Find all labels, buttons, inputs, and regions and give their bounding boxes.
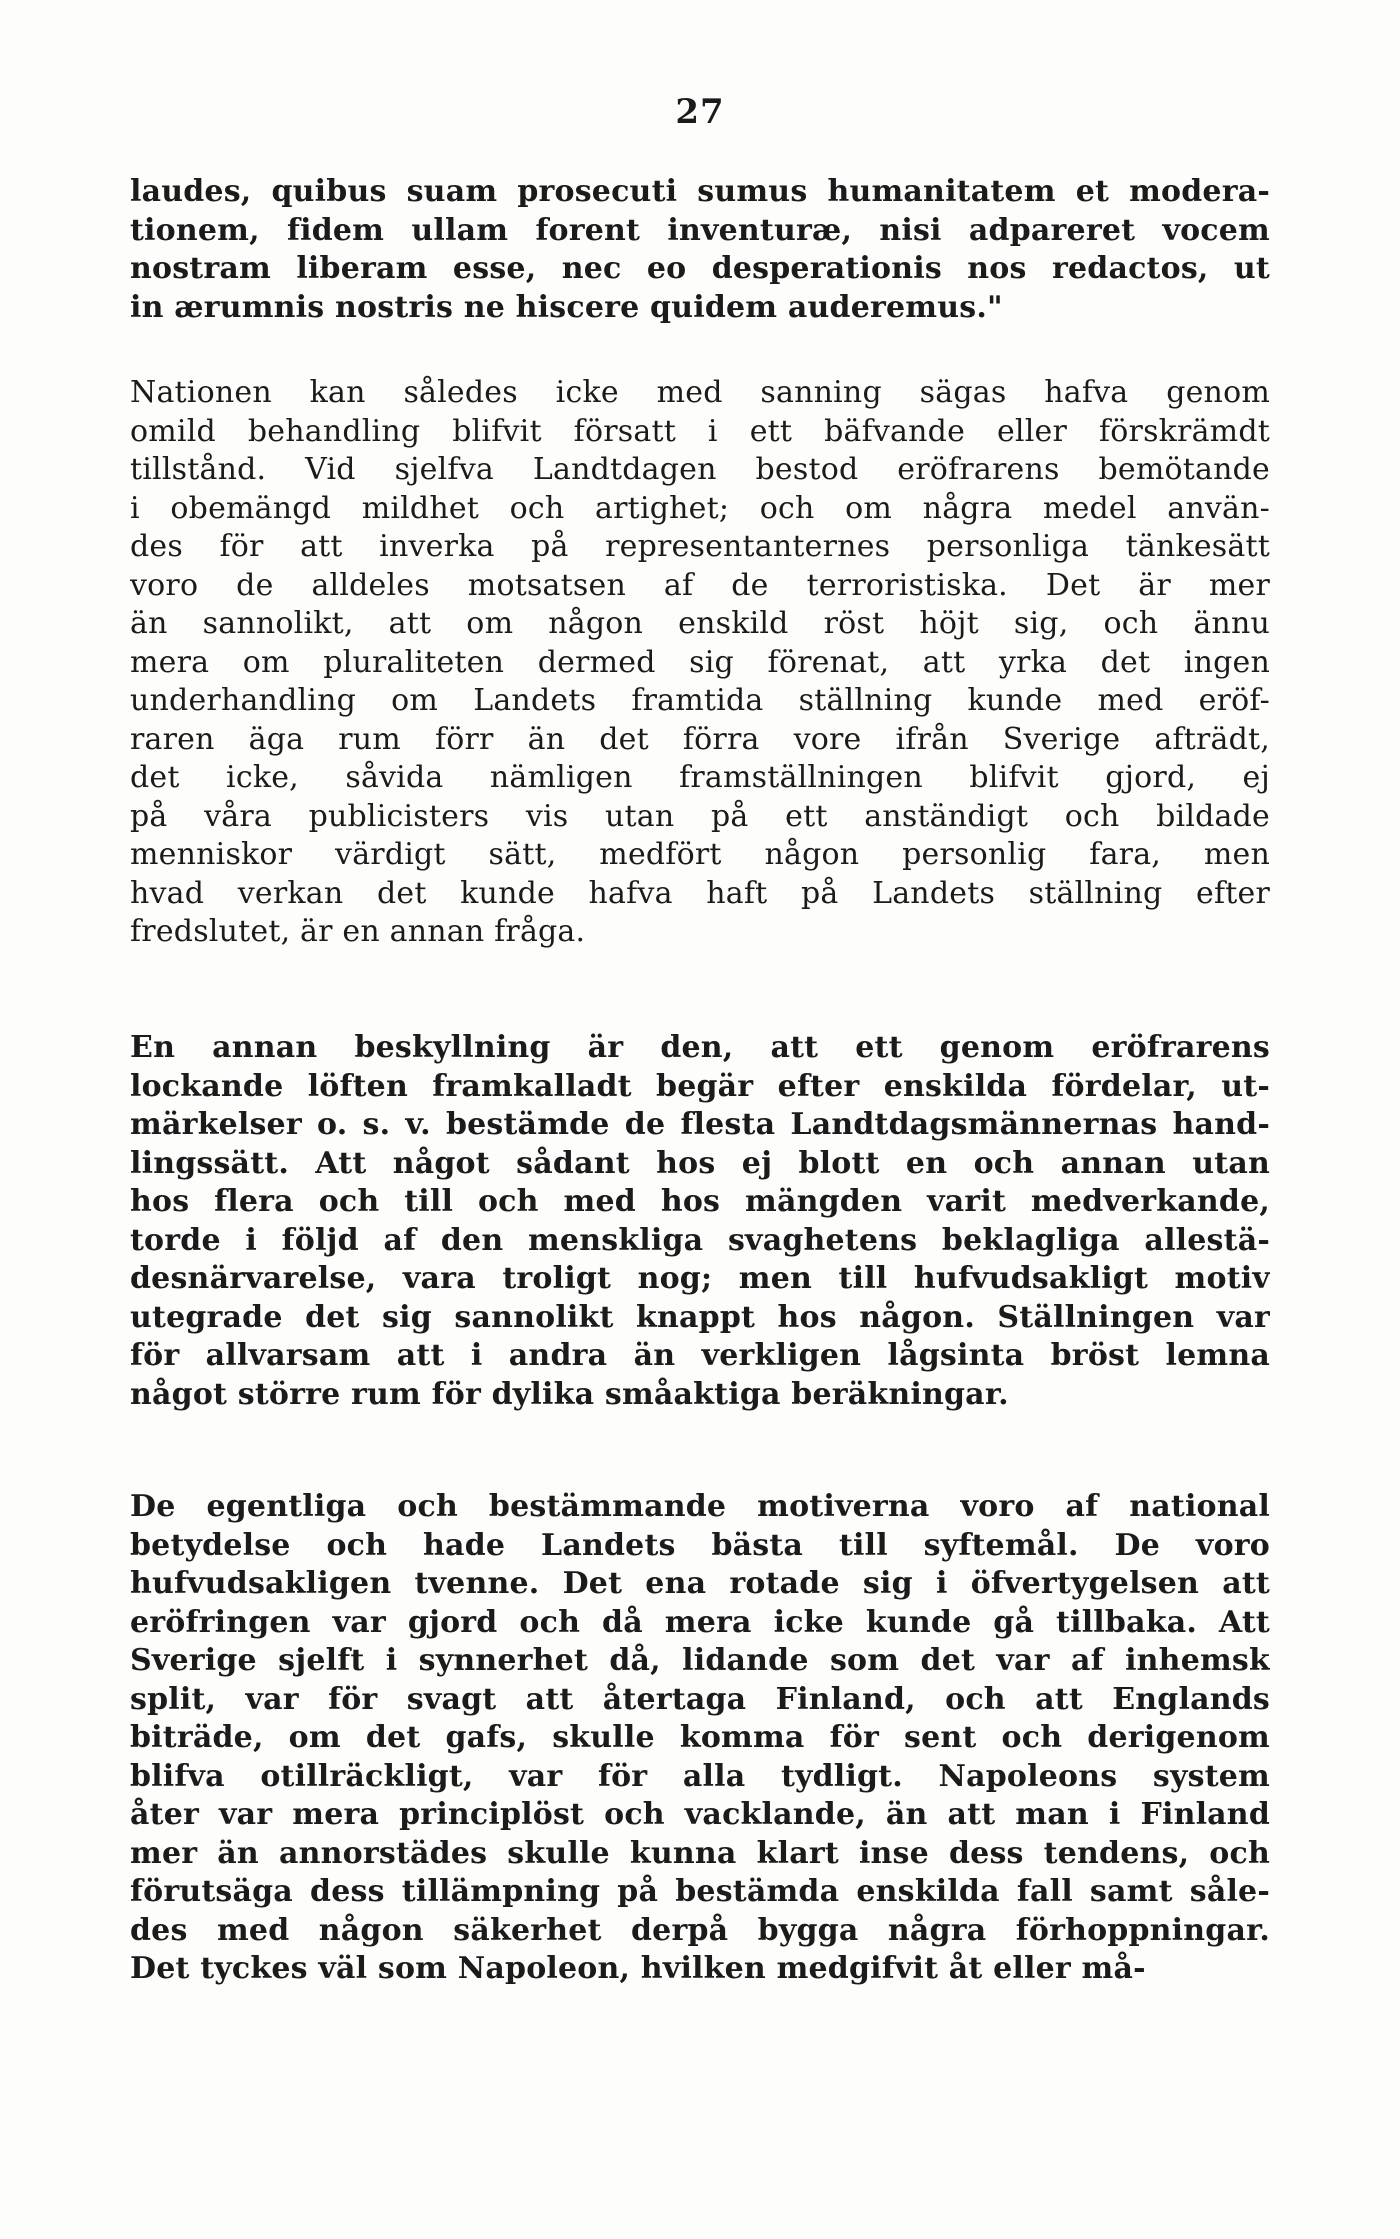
text-line: hvad verkan det kunde hafva haft på Landets ställning efter <box>130 875 1270 911</box>
text-line: torde i följd af den menskliga svaghetens beklagliga allestä- <box>130 1222 1270 1258</box>
text-line: laudes, quibus suam prosecuti sumus humanitatem et modera- <box>130 174 1270 209</box>
text-line: tillstånd. Vid sjelfva Landtdagen bestod eröfrarens bemötande <box>130 452 1270 487</box>
text-line: hufvudsakligen tvenne. Det ena rotade sig i öfvertygelsen att <box>130 1566 1270 1601</box>
text-line: menniskor värdigt sätt, medfört någon personlig fara, men <box>130 837 1270 872</box>
paragraph-beskyllning <box>130 1029 1270 1414</box>
text-line: märkelser o. s. v. bestämde de flesta Landtdagsmännernas hand- <box>130 1107 1270 1142</box>
text-line: på våra publicisters vis utan på ett anständigt och bildade <box>130 798 1270 834</box>
text-line: desnärvarelse, vara troligt nog; men till hufvudsakligt motiv <box>130 1261 1270 1296</box>
page-number: 27 <box>675 92 725 132</box>
text-line: än sannolikt, att om någon enskild röst höjt sig, och ännu <box>130 606 1270 641</box>
text-line: split, var för svagt att återtaga Finland, och att Englands <box>130 1681 1270 1717</box>
text-line: lingssätt. Att något sådant hos ej blott en och annan utan <box>130 1145 1270 1181</box>
text-line: tionem, fidem ullam forent inventuræ, nisi adpareret vocem <box>130 212 1270 248</box>
text-line: omild behandling blifvit försatt i ett bäfvande eller förskrämdt <box>130 413 1270 449</box>
text-line: De egentliga och bestämmande motiverna voro af national <box>130 1489 1270 1524</box>
text-line: blifva otillräckligt, var för alla tydligt. Napoleons system <box>130 1758 1270 1794</box>
text-line: för allvarsam att i andra än verkligen lågsinta bröst lemna <box>130 1338 1270 1373</box>
text-line: mer än annorstädes skulle kunna klart inse dess tendens, och <box>130 1835 1270 1871</box>
text-line: biträde, om det gafs, skulle komma för sent och derigenom <box>130 1720 1270 1755</box>
paragraph-motiverna <box>130 1488 1270 1989</box>
text-line: något större rum för dylika småaktiga beräkningar. <box>130 1376 1009 1412</box>
text-line: in ærumnis nostris ne hiscere quidem auderemus." <box>130 289 1003 325</box>
paragraph-nationen <box>130 374 1270 952</box>
text-line: i obemängd mildhet och artighet; och om några medel använ- <box>130 490 1270 526</box>
text-line: voro de alldeles motsatsen af de terroristiska. Det är mer <box>130 567 1270 603</box>
text-line: mera om pluraliteten dermed sig förenat, att yrka det ingen <box>130 644 1270 680</box>
text-line: Sverige sjelft i synnerhet då, lidande som det var af inhemsk <box>130 1643 1270 1678</box>
text-line: underhandling om Landets framtida ställning kunde med eröf- <box>130 683 1270 718</box>
text-line: utegrade det sig sannolikt knappt hos någon. Ställningen var <box>130 1299 1270 1335</box>
text-line: des med någon säkerhet derpå bygga några förhoppningar. <box>130 1912 1270 1948</box>
text-line: betydelse och hade Landets bästa till syftemål. De voro <box>130 1527 1270 1563</box>
text-line: nostram liberam esse, nec eo desperationis nos redactos, ut <box>130 251 1270 286</box>
text-line: lockande löften framkalladt begär efter enskilda fördelar, ut- <box>130 1068 1270 1104</box>
text-line: Nationen kan således icke med sanning sägas hafva genom <box>130 375 1270 410</box>
text-line: raren äga rum förr än det förra vore ifrån Sverige afträdt, <box>130 721 1270 757</box>
text-line: En annan beskyllning är den, att ett genom eröfrarens <box>130 1030 1270 1065</box>
text-line: Det tyckes väl som Napoleon, hvilken medgifvit åt eller må- <box>130 1951 1146 1986</box>
text-line: des för att inverka på representanternes personliga tänkesätt <box>130 529 1270 564</box>
text-line: hos flera och till och med hos mängden varit medverkande, <box>130 1184 1270 1219</box>
text-line: det icke, såvida nämligen framställningen blifvit gjord, ej <box>130 760 1270 795</box>
paragraph-latin-quote <box>130 173 1270 327</box>
text-line: åter var mera principlöst och vacklande, än att man i Finland <box>130 1797 1270 1832</box>
text-line: eröfringen var gjord och då mera icke kunde gå tillbaka. Att <box>130 1604 1270 1640</box>
text-line: fredslutet, är en annan fråga. <box>130 914 586 949</box>
text-line: förutsäga dess tillämpning på bestämda enskilda fall samt såle- <box>130 1874 1270 1909</box>
